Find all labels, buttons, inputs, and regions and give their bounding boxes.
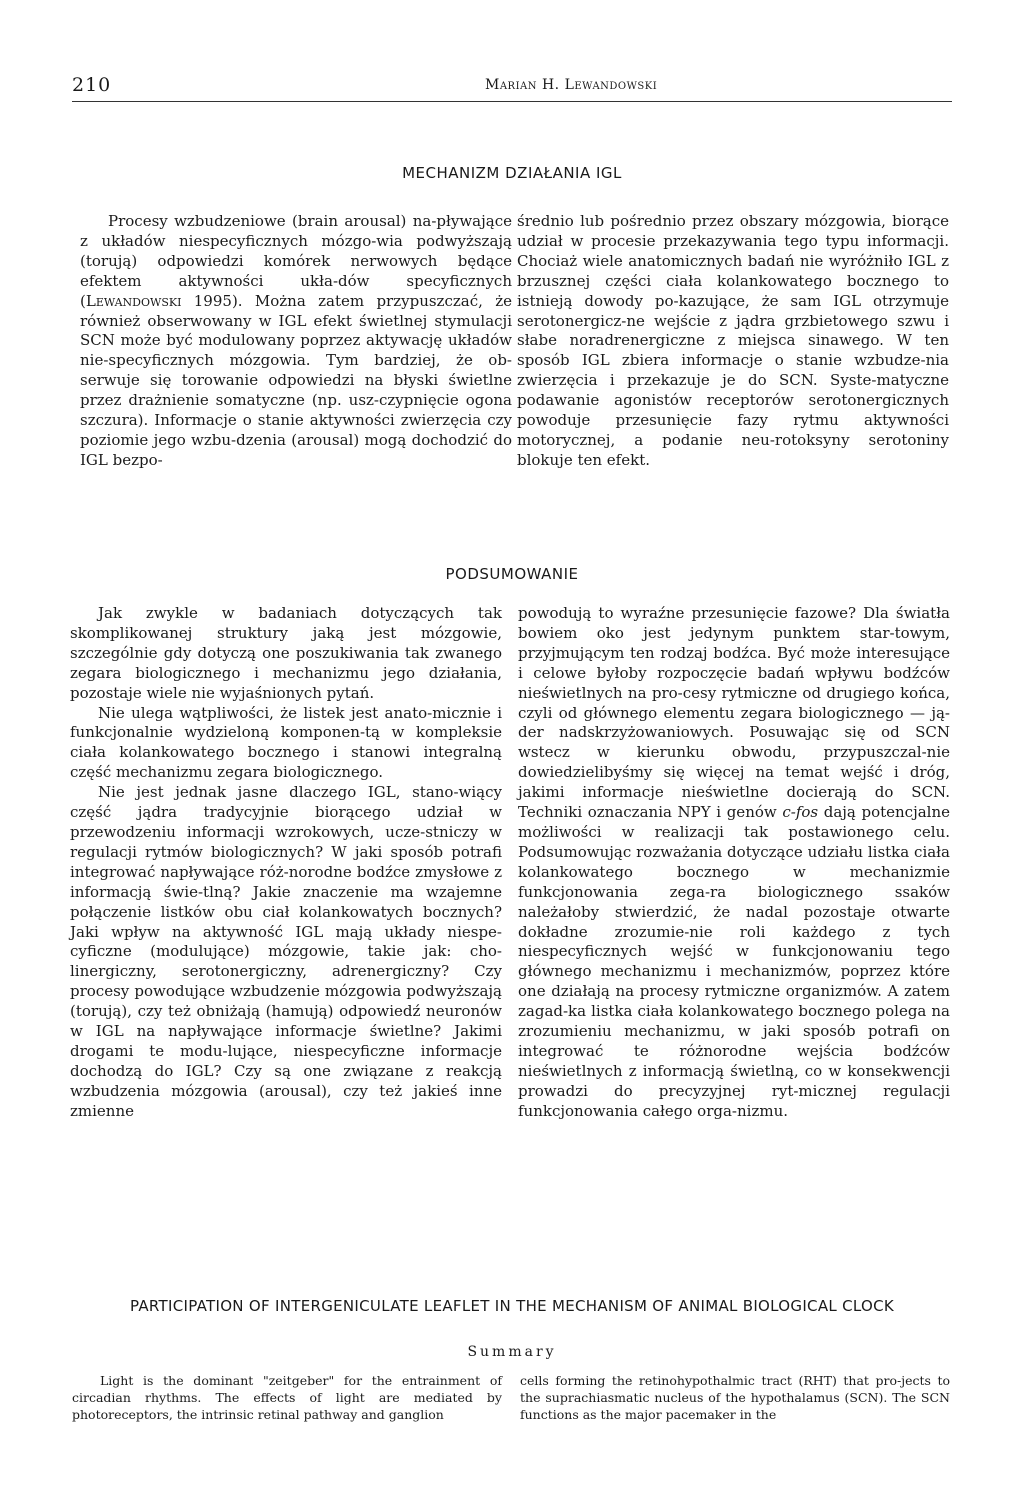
summary-pl-left-column [70,604,502,1122]
text-run: Procesy wzbudzeniowe (brain arousal) na-pływające z układów niespecyficznych mózgo-wia podwyższają (torują) odpowiedzi komórek nerwowych będące efektem aktywności ukła-dów specyficznych ( [80,212,512,310]
summary-en-title: PARTICIPATION OF INTERGENICULATE LEAFLET IN THE MECHANISM OF ANIMAL BIOLOGICAL CLOCK [129,1297,895,1315]
summary-en-right-column [520,1372,950,1423]
summary-en-left-column [72,1372,502,1423]
section-heading-summary-pl: PODSUMOWANIE [445,565,579,583]
summary-pl-right-column [518,604,950,1122]
section-heading-mechanism: MECHANIZM DZIAŁANIA IGL [402,164,622,182]
paragraph: Jak zwykle w badaniach dotyczących tak skomplikowanej struktury jaką jest mózgowie, szczególnie gdy dotyczą one poszukiwania tak zwanego zegara biologicznego i mechanizmu jego działania, pozostaje wiele nie wyjaśnionych pytań. [70,604,502,702]
mechanism-right-column [517,212,949,471]
running-author: Marian H. Lewandowski [485,77,658,93]
paragraph [80,212,512,471]
paragraph: Nie jest jednak jasne dlaczego IGL, stano-wiący część jądra tradycyjnie biorącego udział w przewodzeniu informacji wzrokowych, ucze-stniczy w regulacji rytmów biologicznych? W jaki sposób potrafi integrować napływające róż-norodne bodźce zmysłowe z informacją świe-tlną? Jakie znaczenie ma wzajemne połączenie listków obu ciał kolankowatych bocznych? Jaki wpływ na aktywność IGL mają układy niespe-cyficzne (modulujące) mózgowie, takie jak: cho-linergiczny, serotonergiczny, adrenergiczny? Czy procesy powodujące wzbudzenie mózgowia podwyższają (torują), czy też obniżają (hamują) odpowiedź neuronów w IGL na napływające informacje świetlne? Jakimi drogami te modu-lujące, niespecyficzne informacje dochodzą do IGL? Czy są one związane z reakcją wzbudzenia mózgowia (arousal), czy też jakieś inne zmienne [70,783,502,1120]
text-run: ). Można zatem przypuszczać, że również obserwowany w IGL efekt świetlnej stymulacji SCN może być modulowany poprzez aktywację układów nie-specyficznych mózgowia. Tym bardziej, że ob-serwuje się torowanie odpowiedzi na błyski świetlne przez drażnienie somatyczne (np. usz-czypnięcie ogona szczura). Informacje o stanie aktywności zwierzęcia czy poziomie jego wzbu-dzenia (arousal) mogą dochodzić do IGL bezpo- [80,291,512,469]
paragraph: Nie ulega wątpliwości, że listek jest anato-micznie i funkcjonalnie wydzieloną komponen-tą w kompleksie ciała kolankowatego bocznego i stanowi integralną część mechanizmu zegara biologicznego. [70,703,502,782]
text-run: dają potencjalne możliwości w realizacji tak postawionego celu. Podsumowując rozważania dotyczące udziału listka ciała kolankowatego bocznego w mechanizmie funkcjonowania zega-ra biologicznego ssaków należałoby stwierdzić, że nadal pozostaje otwarte dokładne zrozumie-nie roli każdego z tych niespecyficznych wejść w funkcjonowaniu tego głównego mechanizmu i mechanizmów, poprzez które one działają na procesy rytmiczne organizmów. A zatem zagad-ka listka ciała kolankowatego bocznego polega na zrozumieniu mechanizmu, w jaki sposób potrafi on integrować te różnorodne wejścia bodźców nieświetlnych z informacją świetlną, co w konsekwencji prowadzi do precyzyjnej ryt-micznej regulacji funkcjonowania całego orga-nizmu. [518,803,951,1120]
paragraph [518,604,950,1122]
summary-en-label: Summary [467,1344,557,1360]
text-run: powodują to wyraźne przesunięcie fazowe? Dla światła bowiem oko jest jedynym punktem star-towym, przyjmującym ten rodzaj bodźca. Być może interesujące i celowe byłoby rozpoczęcie badań wpływu bodźców nieświetlnych na pro-cesy rytmiczne od drugiego końca, czyli od głównego elementu zegara biologicznego — ją-der nadskrzyżowaniowych. Posuwając się od SCN wstecz w kierunku obwodu, przypuszczal-nie dowiedzielibyśmy się więcej na temat wejść i dróg, jakimi informacje nieświetlne docierają do SCN. Techniki oznaczania NPY i genów [518,604,950,822]
mechanism-left-column [80,212,512,471]
page-number: 210 [72,74,112,96]
gene-name: c-fos [782,803,819,822]
page-header [72,74,952,104]
citation: Lewandowski 1995 [85,291,232,310]
paragraph: Light is the dominant "zeitgeber" for the entrainment of circadian rhythms. The effects of light are mediated by photoreceptors, the intrinsic retinal pathway and ganglion [72,1373,502,1422]
paragraph: średnio lub pośrednio przez obszary mózgowia, biorące udział w procesie przekazywania tego typu informacji. Chociaż wiele anatomicznych badań nie wyróżniło IGL z brzusznej części ciała kolankowatego bocznego to istnieją dowody po-kazujące, że sam IGL otrzymuje serotonergicz-ne wejście z jądra grzbietowego szwu i słabe noradrenergiczne z miejsca sinawego. W ten sposób IGL zbiera informacje o stanie wzbudze-nia zwierzęcia i przekazuje je do SCN. Syste-matyczne podawanie agonistów receptorów serotonergicznych powoduje przesunięcie fazy rytmu aktywności motorycznej, a podanie neu-rotoksyny serotoniny blokuje ten efekt. [517,212,949,469]
paragraph: cells forming the retinohypothalmic tract (RHT) that pro-jects to the suprachiasmatic nucleus of the hypothalamus (SCN). The SCN functions as the major pacemaker in the [520,1373,950,1422]
header-rule [72,101,952,102]
